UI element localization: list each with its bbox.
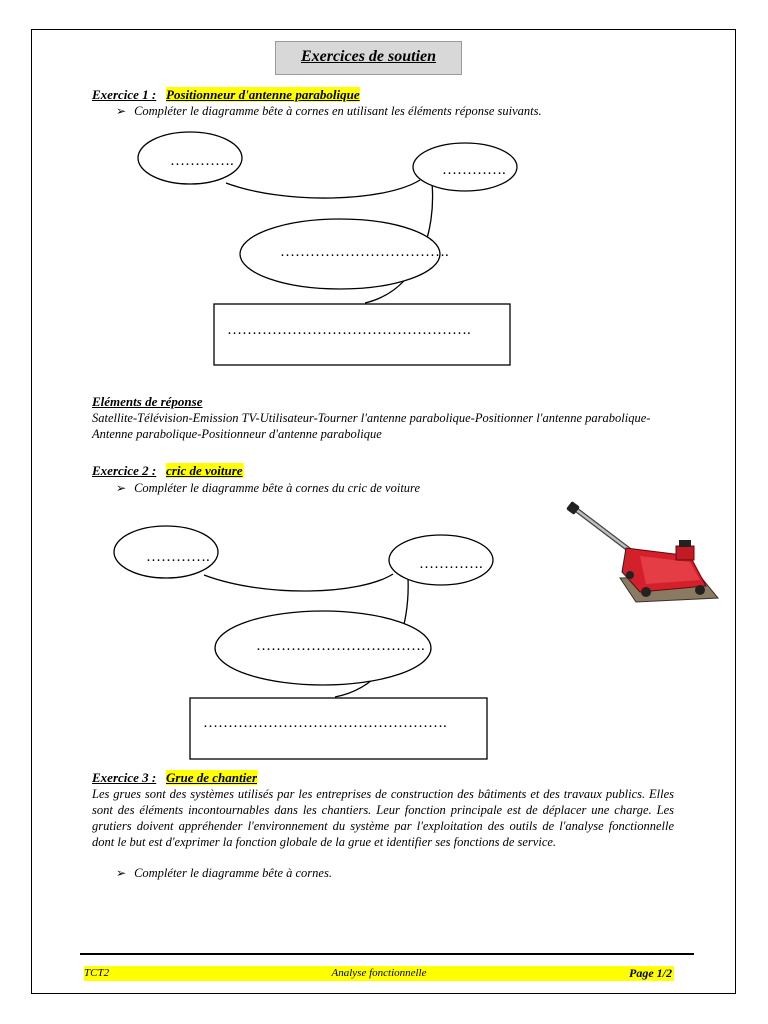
exercise-2-instruction-text: Compléter le diagramme bête à cornes du cric de voiture [134, 481, 420, 495]
placeholder-left-1: …………. [170, 153, 234, 169]
footer-class: TCT2 [84, 967, 110, 979]
footer [84, 966, 674, 981]
arrow-bullet-icon: ➢ [116, 481, 127, 495]
placeholder-right-2: …………. [419, 556, 483, 572]
exercise-1-instruction-text: Compléter le diagramme bête à cornes en utilisant les éléments réponse suivants. [134, 104, 542, 118]
placeholder-middle-1: ……………………………. [280, 244, 449, 260]
placeholder-right-1: …………. [442, 162, 506, 178]
placeholder-box-1: …………………………………………. [227, 322, 471, 338]
exercise-3-label: Exercice 3 : [92, 770, 157, 785]
exercise-3-heading [92, 770, 257, 786]
exercise-3-instruction-text: Compléter le diagramme bête à cornes. [134, 866, 332, 880]
exercise-2-subject: cric de voiture [166, 463, 243, 478]
car-jack-image [566, 501, 718, 602]
exercise-3-subject: Grue de chantier [166, 770, 258, 785]
footer-divider [80, 953, 694, 955]
footer-subject: Analyse fonctionnelle [331, 967, 427, 979]
page-title: Exercices de soutien [275, 41, 462, 75]
horn-connector-1 [226, 180, 420, 198]
arrow-bullet-icon: ➢ [116, 866, 127, 880]
elements-reponse-text: Satellite-Télévision-Emission TV-Utilisateur-Tourner l'antenne parabolique-Positionner l'antenne parabolique-Antenne parabolique-Positionneur d'antenne parabolique [92, 411, 651, 441]
horn-connector-2 [204, 574, 393, 591]
exercise-3-instruction [116, 866, 332, 881]
arrow-bullet-icon: ➢ [116, 104, 127, 118]
elements-reponse-title: Eléments de réponse [92, 394, 203, 409]
exercise-1-label: Exercice 1 : [92, 87, 157, 102]
placeholder-box-2: …………………………………………. [203, 715, 447, 731]
exercise-3-text: Les grues sont des systèmes utilisés par les entreprises de construction des bâtiments et des travaux publics. Elles sont des éléments incontournables dans les chantiers. Leur fonction principale est de déplacer une charge. Les grutiers doivent appréhender l'environnement du système par l'exploitation des outils de l'analyse fonctionnelle dont le but est d'exprimer la fonction globale de la grue et identifier ses fonctions de service. [92, 787, 674, 849]
exercise-1-subject: Positionneur d'antenne parabolique [166, 87, 360, 102]
footer-page-number: Page 1/2 [629, 966, 672, 980]
exercise-2-instruction [116, 481, 420, 496]
placeholder-middle-2: ……………………………. [256, 638, 425, 654]
exercise-2-heading [92, 463, 243, 479]
placeholder-left-2: …………. [146, 549, 210, 565]
exercise-2-label: Exercice 2 : [92, 463, 157, 478]
